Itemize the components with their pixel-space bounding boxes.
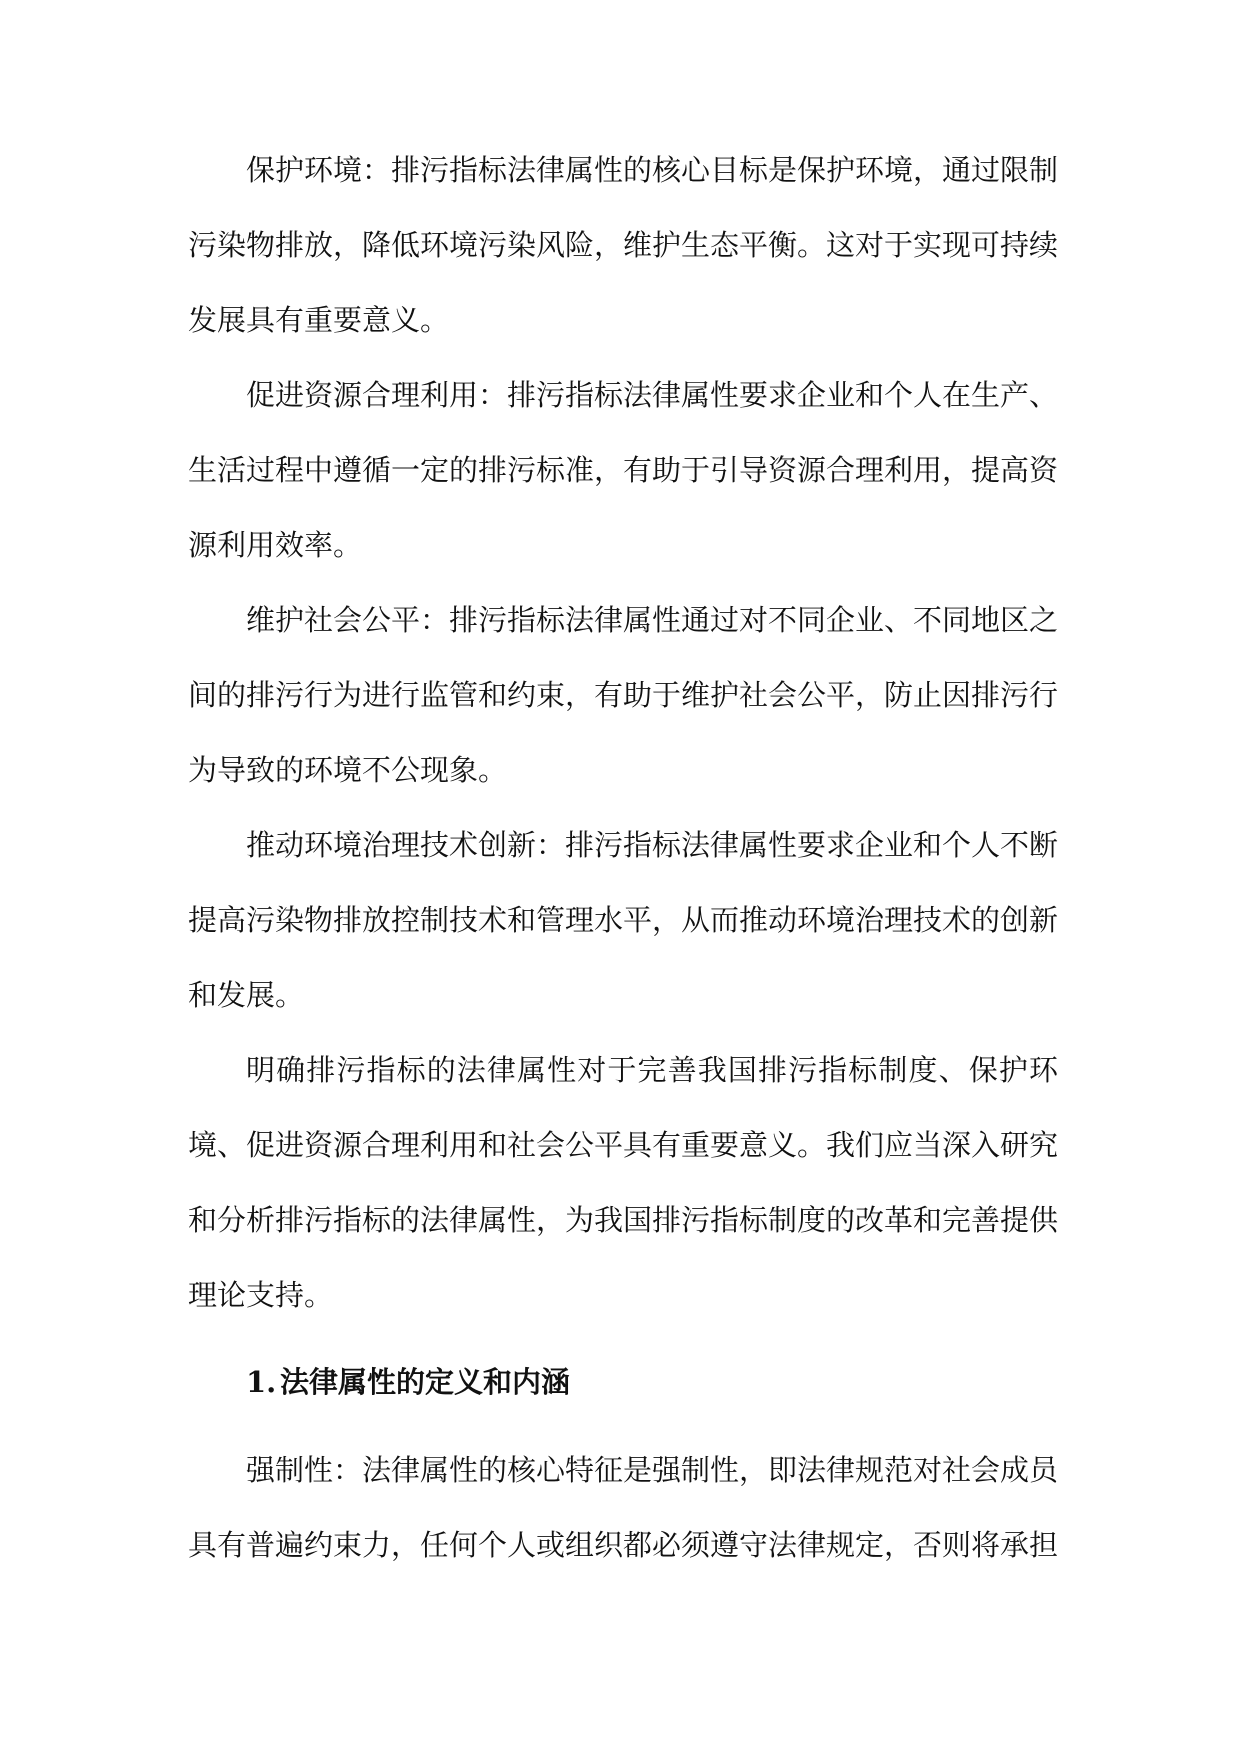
section-heading — [246, 1345, 1046, 1420]
paragraph-tech-innovation: 推动环境治理技术创新：排污指标法律属性要求企业和个人不断提高污染物排放控制技术和管理水平，从而推动环境治理技术的创新和发展。 — [188, 828, 1059, 1012]
paragraph-social-fairness: 维护社会公平：排污指标法律属性通过对不同企业、不同地区之间的排污行为进行监管和约束，有助于维护社会公平，防止因排污行为导致的环境不公现象。 — [188, 603, 1059, 787]
section-title: 法律属性的定义和内涵 — [280, 1365, 571, 1399]
paragraph-mandatory: 强制性：法律属性的核心特征是强制性，即法律规范对社会成员具有普遍约束力，任何个人或组织都必须遵守法律规定，否则将承担 — [188, 1453, 1059, 1562]
paragraph-resource-use: 促进资源合理利用：排污指标法律属性要求企业和个人在生产、生活过程中遵循一定的排污标准，有助于引导资源合理利用，提高资源利用效率。 — [188, 378, 1059, 562]
section-number: 1. — [246, 1365, 277, 1399]
paragraph-protect-environment: 保护环境：排污指标法律属性的核心目标是保护环境，通过限制污染物排放，降低环境污染风险，维护生态平衡。这对于实现可持续发展具有重要意义。 — [188, 153, 1059, 337]
paragraph-conclusion: 明确排污指标的法律属性对于完善我国排污指标制度、保护环境、促进资源合理利用和社会公平具有重要意义。我们应当深入研究和分析排污指标的法律属性，为我国排污指标制度的改革和完善提供理论支持。 — [188, 1053, 1059, 1312]
